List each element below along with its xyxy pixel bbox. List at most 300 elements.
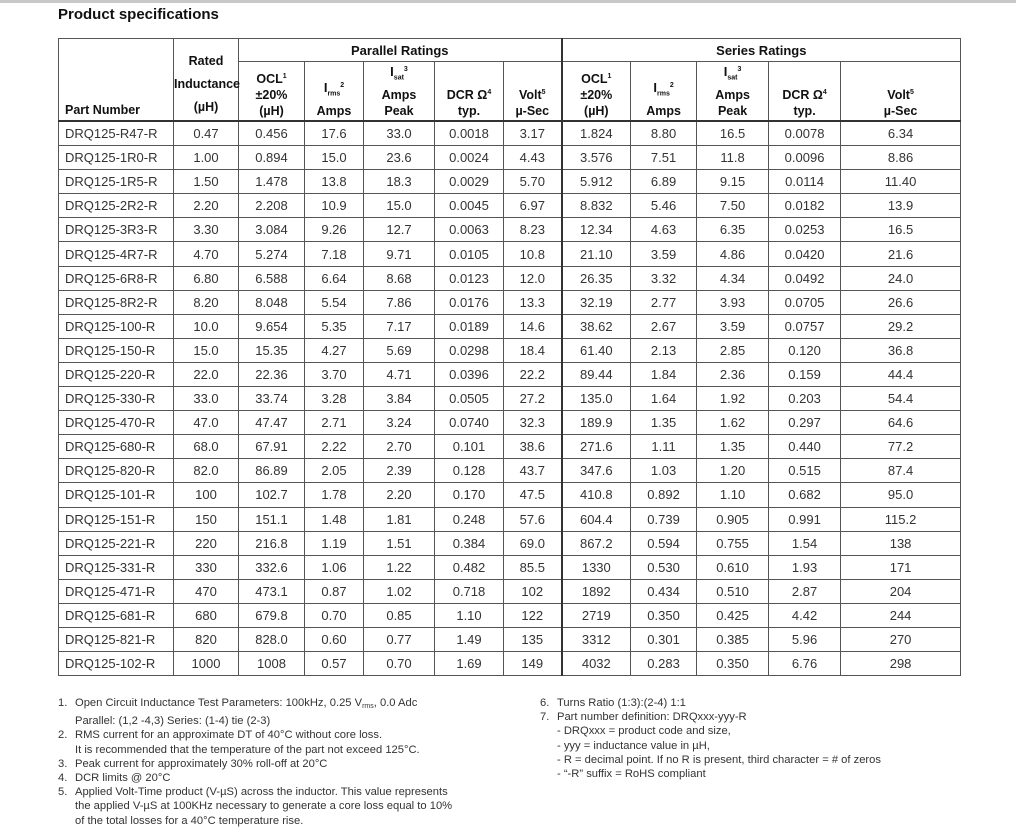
note-1-b: , 0.0 Adc: [373, 697, 418, 709]
cell-series-isat: 0.610: [697, 555, 769, 579]
cell-series-volt: 77.2: [841, 435, 961, 459]
cell-series-ocl: 32.19: [562, 290, 631, 314]
cell-parallel-volt: 10.8: [504, 242, 562, 266]
cell-parallel-dcr: 1.49: [435, 627, 504, 651]
cell-series-isat: 7.50: [697, 194, 769, 218]
volt-sup: 5: [541, 88, 546, 96]
rated-line1: Rated: [188, 54, 224, 68]
cell-parallel-volt: 47.5: [504, 483, 562, 507]
cell-parallel-irms: 3.70: [305, 362, 364, 386]
cell-parallel-dcr: 0.0176: [435, 290, 504, 314]
cell-series-volt: 6.34: [841, 121, 961, 146]
col-series-ocl: [562, 62, 631, 122]
cell-parallel-irms: 13.8: [305, 170, 364, 194]
ocl-sup: 1: [607, 72, 612, 80]
cell-parallel-volt: 38.6: [504, 435, 562, 459]
cell-parallel-volt: 13.3: [504, 290, 562, 314]
volt-label: Volt: [518, 88, 542, 102]
ocl-tolerance: ±20%: [580, 88, 613, 102]
cell-parallel-isat: 8.68: [364, 266, 435, 290]
col-series-volt: [841, 62, 961, 122]
cell-series-isat: 16.5: [697, 121, 769, 146]
isat-sub: sat: [727, 75, 738, 82]
cell-parallel-isat: 0.70: [364, 652, 435, 676]
cell-series-isat: 2.36: [697, 362, 769, 386]
cell-parallel-dcr: 1.69: [435, 652, 504, 676]
cell-parallel-ocl: 8.048: [239, 290, 305, 314]
cell-part-number: DRQ125-2R2-R: [59, 194, 174, 218]
cell-rated-inductance: 3.30: [174, 218, 239, 242]
cell-parallel-dcr: 0.0396: [435, 362, 504, 386]
cell-part-number: DRQ125-821-R: [59, 627, 174, 651]
volt-unit: µ-Sec: [515, 104, 550, 118]
cell-series-volt: 115.2: [841, 507, 961, 531]
note-4: [58, 771, 498, 785]
cell-series-irms: 0.739: [631, 507, 697, 531]
group-parallel-ratings: Parallel Ratings: [239, 39, 562, 62]
cell-series-isat: 0.425: [697, 603, 769, 627]
cell-series-volt: 11.40: [841, 170, 961, 194]
cell-series-dcr: 6.76: [769, 652, 841, 676]
cell-parallel-volt: 43.7: [504, 459, 562, 483]
isat-symbol: I: [390, 64, 394, 80]
cell-part-number: DRQ125-820-R: [59, 459, 174, 483]
cell-parallel-irms: 5.35: [305, 314, 364, 338]
cell-series-volt: 13.9: [841, 194, 961, 218]
isat-unit: Amps: [381, 88, 417, 102]
note-5-line3: of the total losses for a 40°C temperature rise.: [75, 814, 304, 827]
cell-series-ocl: 3312: [562, 627, 631, 651]
cell-series-isat: 3.59: [697, 314, 769, 338]
cell-parallel-volt: 102: [504, 579, 562, 603]
cell-series-irms: 1.11: [631, 435, 697, 459]
cell-series-isat: 1.62: [697, 411, 769, 435]
cell-parallel-isat: 0.77: [364, 627, 435, 651]
cell-parallel-dcr: 0.0029: [435, 170, 504, 194]
note-2-line2: It is recommended that the temperature of the part not exceed 125°C.: [75, 743, 420, 756]
ocl-label: OCL: [256, 72, 283, 86]
cell-series-irms: 2.67: [631, 314, 697, 338]
cell-parallel-dcr: 0.718: [435, 579, 504, 603]
col-parallel-irms: [305, 62, 364, 122]
rated-line2: Inductance: [174, 77, 240, 91]
cell-parallel-ocl: 5.274: [239, 242, 305, 266]
cell-part-number: DRQ125-680-R: [59, 435, 174, 459]
col-parallel-ocl: [239, 62, 305, 122]
cell-series-dcr: 0.0114: [769, 170, 841, 194]
dcr-sup: 4: [487, 88, 492, 96]
cell-series-isat: 3.93: [697, 290, 769, 314]
cell-parallel-isat: 1.02: [364, 579, 435, 603]
col-part-number: Part Number: [59, 39, 174, 122]
cell-series-isat: 9.15: [697, 170, 769, 194]
cell-series-dcr: 0.120: [769, 338, 841, 362]
cell-parallel-irms: 6.64: [305, 266, 364, 290]
table-row: [59, 218, 961, 242]
note-7-bullet-3: - R = decimal point. If no R is present, third character = # of zeros: [557, 753, 881, 766]
cell-series-isat: 0.350: [697, 652, 769, 676]
header-group-row: [59, 39, 961, 62]
cell-series-volt: 44.4: [841, 362, 961, 386]
cell-series-dcr: 0.203: [769, 387, 841, 411]
cell-parallel-isat: 2.20: [364, 483, 435, 507]
cell-series-dcr: 0.297: [769, 411, 841, 435]
cell-series-irms: 1.64: [631, 387, 697, 411]
volt-sup: 5: [909, 88, 914, 96]
cell-series-irms: 0.434: [631, 579, 697, 603]
cell-series-dcr: 2.87: [769, 579, 841, 603]
col-series-irms: [631, 62, 697, 122]
cell-part-number: DRQ125-150-R: [59, 338, 174, 362]
volt-unit: µ-Sec: [883, 104, 918, 118]
volt-label: Volt: [887, 88, 910, 102]
cell-rated-inductance: 68.0: [174, 435, 239, 459]
cell-series-isat: 0.905: [697, 507, 769, 531]
note-text: [557, 710, 960, 781]
note-5: [58, 785, 498, 828]
cell-series-isat: 4.86: [697, 242, 769, 266]
note-1-a: Open Circuit Inductance Test Parameters: 100kHz, 0.25 V: [75, 697, 363, 709]
footnotes-left: [58, 696, 498, 828]
cell-part-number: DRQ125-3R3-R: [59, 218, 174, 242]
cell-rated-inductance: 1.50: [174, 170, 239, 194]
table-row: [59, 579, 961, 603]
cell-series-ocl: 61.40: [562, 338, 631, 362]
cell-series-dcr: 0.0492: [769, 266, 841, 290]
cell-parallel-irms: 5.54: [305, 290, 364, 314]
cell-series-dcr: 0.991: [769, 507, 841, 531]
cell-series-irms: 0.892: [631, 483, 697, 507]
cell-series-ocl: 2719: [562, 603, 631, 627]
cell-parallel-volt: 14.6: [504, 314, 562, 338]
cell-rated-inductance: 0.47: [174, 121, 239, 146]
cell-part-number: DRQ125-151-R: [59, 507, 174, 531]
cell-parallel-isat: 4.71: [364, 362, 435, 386]
cell-part-number: DRQ125-100-R: [59, 314, 174, 338]
dcr-label: DCR Ω: [446, 88, 488, 102]
cell-parallel-volt: 8.23: [504, 218, 562, 242]
cell-rated-inductance: 22.0: [174, 362, 239, 386]
cell-parallel-ocl: 6.588: [239, 266, 305, 290]
cell-rated-inductance: 1.00: [174, 146, 239, 170]
cell-rated-inductance: 470: [174, 579, 239, 603]
cell-series-dcr: 0.682: [769, 483, 841, 507]
cell-parallel-irms: 17.6: [305, 121, 364, 146]
cell-series-irms: 0.594: [631, 531, 697, 555]
cell-rated-inductance: 33.0: [174, 387, 239, 411]
note-3: [58, 757, 498, 771]
cell-parallel-dcr: 0.0024: [435, 146, 504, 170]
cell-series-dcr: 0.515: [769, 459, 841, 483]
rated-line3: (µH): [193, 100, 219, 114]
cell-series-isat: 1.10: [697, 483, 769, 507]
cell-series-irms: 0.301: [631, 627, 697, 651]
cell-series-volt: 36.8: [841, 338, 961, 362]
isat-sup: 3: [403, 66, 408, 74]
cell-rated-inductance: 6.80: [174, 266, 239, 290]
cell-series-dcr: 0.0253: [769, 218, 841, 242]
cell-parallel-irms: 0.87: [305, 579, 364, 603]
table-row: [59, 531, 961, 555]
cell-series-dcr: 0.0096: [769, 146, 841, 170]
cell-series-dcr: 0.0182: [769, 194, 841, 218]
cell-parallel-isat: 1.51: [364, 531, 435, 555]
cell-parallel-volt: 135: [504, 627, 562, 651]
cell-parallel-dcr: 0.0045: [435, 194, 504, 218]
cell-parallel-dcr: 0.0505: [435, 387, 504, 411]
irms-unit: Amps: [316, 104, 352, 118]
cell-series-volt: 29.2: [841, 314, 961, 338]
note-text: [75, 785, 498, 828]
cell-parallel-irms: 0.57: [305, 652, 364, 676]
cell-series-volt: 204: [841, 579, 961, 603]
top-divider: [0, 0, 1016, 3]
dcr-label: DCR Ω: [782, 88, 823, 102]
cell-parallel-ocl: 828.0: [239, 627, 305, 651]
cell-part-number: DRQ125-102-R: [59, 652, 174, 676]
cell-parallel-dcr: 0.0298: [435, 338, 504, 362]
cell-series-volt: 64.6: [841, 411, 961, 435]
cell-series-isat: 1.35: [697, 435, 769, 459]
cell-part-number: DRQ125-470-R: [59, 411, 174, 435]
cell-parallel-isat: 0.85: [364, 603, 435, 627]
cell-series-ocl: 26.35: [562, 266, 631, 290]
cell-series-irms: 3.59: [631, 242, 697, 266]
note-5-line1: Applied Volt-Time product (V-µS) across the inductor. This value represents: [75, 786, 448, 799]
cell-series-irms: 5.46: [631, 194, 697, 218]
cell-parallel-dcr: 0.248: [435, 507, 504, 531]
cell-parallel-volt: 6.97: [504, 194, 562, 218]
cell-parallel-isat: 1.22: [364, 555, 435, 579]
cell-series-ocl: 347.6: [562, 459, 631, 483]
note-number: 7.: [540, 711, 550, 724]
cell-series-dcr: 0.0705: [769, 290, 841, 314]
irms-sub: rms: [657, 91, 670, 98]
cell-series-ocl: 89.44: [562, 362, 631, 386]
table-row: [59, 387, 961, 411]
cell-parallel-ocl: 22.36: [239, 362, 305, 386]
cell-parallel-volt: 85.5: [504, 555, 562, 579]
cell-parallel-isat: 2.39: [364, 459, 435, 483]
cell-parallel-isat: 7.86: [364, 290, 435, 314]
note-7-bullet-4: - “-R” suffix = RoHS compliant: [557, 768, 706, 781]
cell-parallel-irms: 15.0: [305, 146, 364, 170]
cell-part-number: DRQ125-101-R: [59, 483, 174, 507]
cell-parallel-irms: 7.18: [305, 242, 364, 266]
note-number: 1.: [58, 697, 68, 709]
cell-parallel-dcr: 1.10: [435, 603, 504, 627]
note-7-line1: Part number definition: DRQxxx-yyy-R: [557, 711, 747, 724]
cell-parallel-isat: 33.0: [364, 121, 435, 146]
cell-series-volt: 21.6: [841, 242, 961, 266]
cell-part-number: DRQ125-220-R: [59, 362, 174, 386]
cell-parallel-irms: 1.48: [305, 507, 364, 531]
cell-part-number: DRQ125-681-R: [59, 603, 174, 627]
cell-series-irms: 1.35: [631, 411, 697, 435]
table-row: [59, 652, 961, 676]
cell-parallel-irms: 3.28: [305, 387, 364, 411]
cell-parallel-volt: 57.6: [504, 507, 562, 531]
cell-series-volt: 244: [841, 603, 961, 627]
note-number: 5.: [58, 786, 68, 799]
isat-peak: Peak: [717, 104, 748, 118]
footnotes-right: [540, 696, 960, 781]
cell-series-ocl: 604.4: [562, 507, 631, 531]
cell-series-volt: 16.5: [841, 218, 961, 242]
cell-parallel-ocl: 102.7: [239, 483, 305, 507]
cell-parallel-irms: 2.22: [305, 435, 364, 459]
cell-parallel-isat: 9.71: [364, 242, 435, 266]
cell-parallel-dcr: 0.0105: [435, 242, 504, 266]
cell-parallel-irms: 2.71: [305, 411, 364, 435]
cell-parallel-irms: 1.19: [305, 531, 364, 555]
cell-series-ocl: 38.62: [562, 314, 631, 338]
cell-series-ocl: 21.10: [562, 242, 631, 266]
spec-table: [58, 38, 961, 676]
cell-rated-inductance: 2.20: [174, 194, 239, 218]
cell-series-ocl: 135.0: [562, 387, 631, 411]
cell-series-dcr: 5.96: [769, 627, 841, 651]
cell-parallel-volt: 27.2: [504, 387, 562, 411]
cell-rated-inductance: 8.20: [174, 290, 239, 314]
ocl-unit: (µH): [259, 104, 284, 118]
cell-parallel-ocl: 9.654: [239, 314, 305, 338]
cell-series-irms: 0.530: [631, 555, 697, 579]
cell-parallel-volt: 4.43: [504, 146, 562, 170]
cell-parallel-volt: 69.0: [504, 531, 562, 555]
irms-sup: 2: [340, 82, 345, 90]
cell-series-dcr: 4.42: [769, 603, 841, 627]
cell-series-volt: 26.6: [841, 290, 961, 314]
cell-rated-inductance: 150: [174, 507, 239, 531]
table-row: [59, 314, 961, 338]
note-number: 2.: [58, 729, 68, 742]
cell-parallel-irms: 4.27: [305, 338, 364, 362]
cell-series-dcr: 0.0420: [769, 242, 841, 266]
col-series-isat: [697, 62, 769, 122]
col-parallel-dcr: [435, 62, 504, 122]
cell-rated-inductance: 47.0: [174, 411, 239, 435]
cell-parallel-isat: 2.70: [364, 435, 435, 459]
cell-series-isat: 0.510: [697, 579, 769, 603]
cell-rated-inductance: 100: [174, 483, 239, 507]
cell-series-volt: 270: [841, 627, 961, 651]
cell-series-irms: 2.77: [631, 290, 697, 314]
table-row: [59, 290, 961, 314]
cell-rated-inductance: 10.0: [174, 314, 239, 338]
cell-parallel-dcr: 0.482: [435, 555, 504, 579]
isat-sub: sat: [393, 75, 404, 82]
cell-part-number: DRQ125-8R2-R: [59, 290, 174, 314]
table-row: [59, 194, 961, 218]
cell-part-number: DRQ125-331-R: [59, 555, 174, 579]
cell-parallel-volt: 122: [504, 603, 562, 627]
cell-series-ocl: 5.912: [562, 170, 631, 194]
table-row: [59, 627, 961, 651]
table-row: [59, 603, 961, 627]
cell-part-number: DRQ125-1R0-R: [59, 146, 174, 170]
note-7-bullet-1: - DRQxxx = product code and size,: [557, 725, 731, 738]
table-row: [59, 483, 961, 507]
note-4-line1: DCR limits @ 20°C: [75, 772, 171, 785]
cell-parallel-volt: 12.0: [504, 266, 562, 290]
cell-series-ocl: 867.2: [562, 531, 631, 555]
isat-peak: Peak: [384, 104, 414, 118]
dcr-typ: typ.: [457, 104, 481, 118]
table-row: [59, 146, 961, 170]
cell-series-irms: 1.03: [631, 459, 697, 483]
note-number: 4.: [58, 772, 68, 785]
note-1-line2: Parallel: (1,2 -4,3) Series: (1-4) tie (2-3): [75, 715, 271, 728]
cell-parallel-dcr: 0.0018: [435, 121, 504, 146]
cell-series-ocl: 271.6: [562, 435, 631, 459]
note-1: [58, 696, 498, 728]
cell-series-isat: 4.34: [697, 266, 769, 290]
table-row: [59, 170, 961, 194]
cell-rated-inductance: 15.0: [174, 338, 239, 362]
cell-parallel-ocl: 86.89: [239, 459, 305, 483]
cell-series-irms: 8.80: [631, 121, 697, 146]
irms-unit: Amps: [646, 104, 681, 118]
cell-rated-inductance: 1000: [174, 652, 239, 676]
irms-symbol: I: [653, 80, 657, 96]
cell-series-irms: 6.89: [631, 170, 697, 194]
cell-part-number: DRQ125-4R7-R: [59, 242, 174, 266]
cell-part-number: DRQ125-330-R: [59, 387, 174, 411]
cell-parallel-volt: 22.2: [504, 362, 562, 386]
cell-series-ocl: 4032: [562, 652, 631, 676]
cell-parallel-isat: 1.81: [364, 507, 435, 531]
cell-parallel-irms: 1.78: [305, 483, 364, 507]
note-5-line2: the applied V-µS at 100KHz necessary to generate a core loss equal to 10%: [75, 800, 453, 813]
cell-parallel-ocl: 151.1: [239, 507, 305, 531]
table-row: [59, 266, 961, 290]
cell-parallel-irms: 0.70: [305, 603, 364, 627]
cell-parallel-volt: 32.3: [504, 411, 562, 435]
note-6-line1: Turns Ratio (1:3):(2-4) 1:1: [557, 697, 686, 709]
cell-parallel-isat: 12.7: [364, 218, 435, 242]
cell-series-ocl: 8.832: [562, 194, 631, 218]
cell-parallel-ocl: 47.47: [239, 411, 305, 435]
cell-series-volt: 54.4: [841, 387, 961, 411]
cell-parallel-dcr: 0.0063: [435, 218, 504, 242]
cell-parallel-dcr: 0.384: [435, 531, 504, 555]
cell-parallel-irms: 9.26: [305, 218, 364, 242]
ocl-unit: (µH): [584, 104, 609, 118]
cell-series-isat: 11.8: [697, 146, 769, 170]
page-title: Product specifications: [58, 6, 219, 23]
ocl-sup: 1: [282, 72, 287, 80]
cell-series-isat: 6.35: [697, 218, 769, 242]
cell-series-ocl: 1892: [562, 579, 631, 603]
cell-series-isat: 0.385: [697, 627, 769, 651]
cell-series-isat: 1.92: [697, 387, 769, 411]
cell-series-ocl: 410.8: [562, 483, 631, 507]
cell-parallel-isat: 23.6: [364, 146, 435, 170]
cell-series-dcr: 0.159: [769, 362, 841, 386]
cell-parallel-isat: 3.84: [364, 387, 435, 411]
cell-parallel-dcr: 0.170: [435, 483, 504, 507]
ocl-tolerance: ±20%: [255, 88, 288, 102]
table-row: [59, 555, 961, 579]
cell-parallel-isat: 3.24: [364, 411, 435, 435]
cell-part-number: DRQ125-221-R: [59, 531, 174, 555]
note-1-sub: rms: [362, 703, 374, 710]
table-row: [59, 121, 961, 146]
cell-part-number: DRQ125-6R8-R: [59, 266, 174, 290]
table-row: [59, 411, 961, 435]
cell-parallel-dcr: 0.0740: [435, 411, 504, 435]
